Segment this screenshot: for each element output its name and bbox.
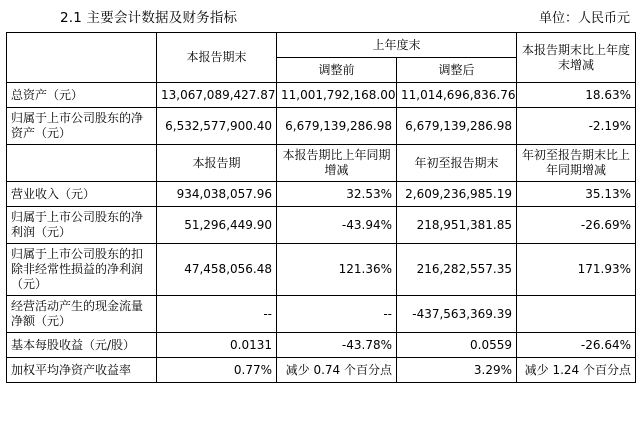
header-change-vs-last-year-end: 本报告期末比上年度末增减 [517, 33, 636, 83]
row-value-current: 47,458,056.48 [157, 244, 277, 296]
header-ytd: 年初至报告期末 [397, 145, 517, 182]
table-row [7, 108, 636, 145]
table-row [7, 182, 636, 207]
row-value-ytd: 218,951,381.85 [397, 207, 517, 244]
row-value-before-adjust: 11,001,792,168.00 [277, 83, 397, 108]
table-row [7, 83, 636, 108]
header-corner-cell-2 [7, 145, 157, 182]
header-after-adjust: 调整后 [397, 58, 517, 83]
row-label: 归属于上市公司股东的净资产（元） [7, 108, 157, 145]
row-value-before-adjust: 6,679,139,286.98 [277, 108, 397, 145]
header-ytd-yoy-change: 年初至报告期末比上年同期增减 [517, 145, 636, 182]
row-value-change: 18.63% [517, 83, 636, 108]
row-value-ytd: 216,282,557.35 [397, 244, 517, 296]
header-before-adjust: 调整前 [277, 58, 397, 83]
row-label: 归属于上市公司股东的净利润（元） [7, 207, 157, 244]
row-value-current: 6,532,577,900.40 [157, 108, 277, 145]
table-row [7, 333, 636, 358]
row-value-yoy: -43.78% [277, 333, 397, 358]
header-current-period-end: 本报告期末 [157, 33, 277, 83]
currency-unit-label: 单位：人民币元 [538, 11, 630, 26]
row-value-yoy: 32.53% [277, 182, 397, 207]
row-value-ytd: 0.0559 [397, 333, 517, 358]
row-value-current: -- [157, 296, 277, 333]
row-value-yoy: -43.94% [277, 207, 397, 244]
page-header [0, 0, 642, 32]
table-row [7, 244, 636, 296]
page-title: 2.1 主要会计数据及财务指标 [60, 10, 238, 26]
table-row [7, 296, 636, 333]
table-header-row-1 [7, 33, 636, 58]
row-value-yoy: 121.36% [277, 244, 397, 296]
row-value-ytd-yoy: -26.64% [517, 333, 636, 358]
row-value-current: 934,038,057.96 [157, 182, 277, 207]
row-value-ytd: -437,563,369.39 [397, 296, 517, 333]
row-label: 营业收入（元） [7, 182, 157, 207]
row-label: 加权平均净资产收益率 [7, 358, 157, 383]
header-last-year-end: 上年度末 [277, 33, 517, 58]
table-header-row-3 [7, 145, 636, 182]
row-label: 基本每股收益（元/股） [7, 333, 157, 358]
header-current-period: 本报告期 [157, 145, 277, 182]
header-corner-cell [7, 33, 157, 83]
row-value-yoy: -- [277, 296, 397, 333]
row-label: 归属于上市公司股东的扣除非经常性损益的净利润（元） [7, 244, 157, 296]
row-value-current: 0.0131 [157, 333, 277, 358]
row-value-change: -2.19% [517, 108, 636, 145]
row-value-ytd: 3.29% [397, 358, 517, 383]
table-row [7, 207, 636, 244]
row-value-ytd-yoy [517, 296, 636, 333]
financial-summary-table [6, 32, 636, 383]
row-value-ytd-yoy: 减少 1.24 个百分点 [517, 358, 636, 383]
row-value-ytd-yoy: 35.13% [517, 182, 636, 207]
row-value-ytd-yoy: 171.93% [517, 244, 636, 296]
row-label: 总资产（元） [7, 83, 157, 108]
row-value-ytd: 2,609,236,985.19 [397, 182, 517, 207]
table-row [7, 358, 636, 383]
header-yoy-change: 本报告期比上年同期增减 [277, 145, 397, 182]
row-value-current: 13,067,089,427.87 [157, 83, 277, 108]
row-value-ytd-yoy: -26.69% [517, 207, 636, 244]
row-value-current: 0.77% [157, 358, 277, 383]
row-value-after-adjust: 6,679,139,286.98 [397, 108, 517, 145]
row-value-after-adjust: 11,014,696,836.76 [397, 83, 517, 108]
row-label: 经营活动产生的现金流量净额（元） [7, 296, 157, 333]
row-value-yoy: 减少 0.74 个百分点 [277, 358, 397, 383]
row-value-current: 51,296,449.90 [157, 207, 277, 244]
